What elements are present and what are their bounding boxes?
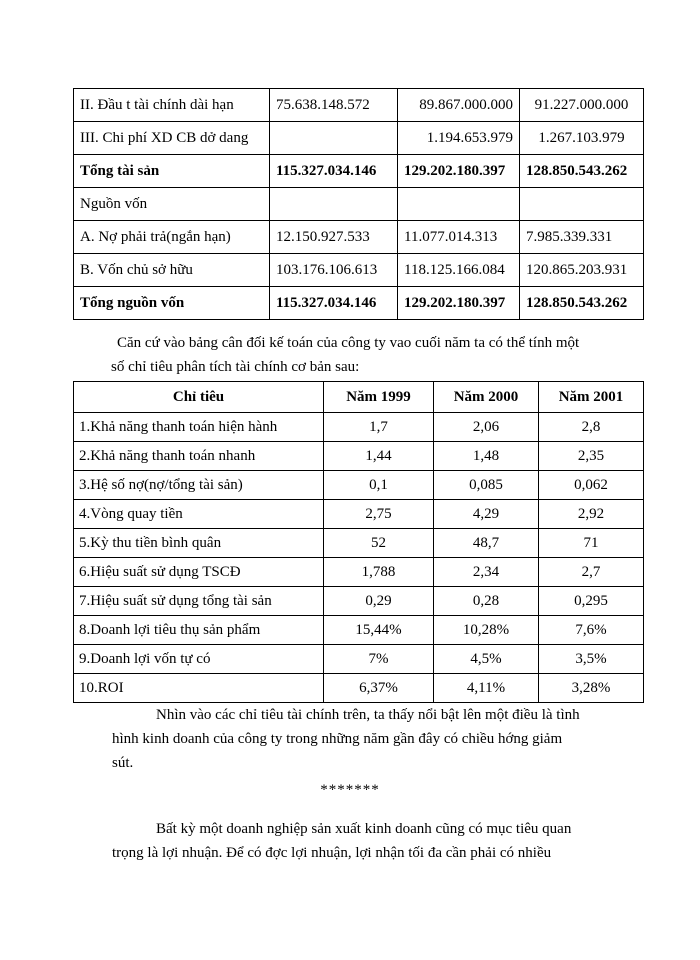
balance-label: Tổng nguồn vốn xyxy=(74,287,270,320)
balance-value-col3: 120.865.203.931 xyxy=(520,254,644,287)
header-year-2000: Năm 2000 xyxy=(434,382,539,413)
ratio-value-1999: 1,7 xyxy=(324,413,434,442)
ratio-header-row xyxy=(74,382,644,413)
ratio-row xyxy=(74,645,644,674)
ratio-value-2000: 0,28 xyxy=(434,587,539,616)
ratio-row xyxy=(74,413,644,442)
balance-value-col1: 115.327.034.146 xyxy=(270,287,398,320)
analysis-paragraph xyxy=(112,703,642,775)
ratio-value-1999: 15,44% xyxy=(324,616,434,645)
ratio-row xyxy=(74,529,644,558)
balance-value-col1 xyxy=(270,122,398,155)
balance-row xyxy=(74,221,644,254)
ratio-value-1999: 1,44 xyxy=(324,442,434,471)
balance-value-col3: 128.850.543.262 xyxy=(520,287,644,320)
ratio-value-2000: 48,7 xyxy=(434,529,539,558)
balance-value-col1: 103.176.106.613 xyxy=(270,254,398,287)
ratio-indicator: 7.Hiệu suất sử dụng tổng tài sản xyxy=(74,587,324,616)
ratio-value-1999: 6,37% xyxy=(324,674,434,703)
ratio-value-1999: 7% xyxy=(324,645,434,674)
balance-label: Nguồn vốn xyxy=(74,188,270,221)
ratio-value-2000: 2,34 xyxy=(434,558,539,587)
ratio-value-2001: 0,062 xyxy=(539,471,644,500)
balance-value-col1 xyxy=(270,188,398,221)
analysis-line-1: Nhìn vào các chỉ tiêu tài chính trên, ta thấy nổi bật lên một điều là tình xyxy=(156,707,580,723)
ratio-row xyxy=(74,587,644,616)
ratio-value-2001: 2,92 xyxy=(539,500,644,529)
ratio-value-2001: 71 xyxy=(539,529,644,558)
ratio-value-2001: 7,6% xyxy=(539,616,644,645)
balance-row xyxy=(74,254,644,287)
ratio-value-2000: 4,5% xyxy=(434,645,539,674)
ratio-indicator: 8.Doanh lợi tiêu thụ sản phẩm xyxy=(74,616,324,645)
closing-paragraph xyxy=(112,817,642,865)
ratio-value-2001: 2,7 xyxy=(539,558,644,587)
intro-line-1: Căn cứ vào bảng cân đối kế toán của công ty vao cuối năm ta có thể tính một xyxy=(117,335,580,351)
ratio-row xyxy=(74,674,644,703)
ratio-value-1999: 52 xyxy=(324,529,434,558)
balance-value-col2: 89.867.000.000 xyxy=(398,89,520,122)
balance-label: II. Đầu t tài chính dài hạn xyxy=(74,89,270,122)
ratio-value-2000: 10,28% xyxy=(434,616,539,645)
ratio-value-2000: 1,48 xyxy=(434,442,539,471)
ratio-row xyxy=(74,558,644,587)
balance-value-col2: 11.077.014.313 xyxy=(398,221,520,254)
intro-paragraph xyxy=(73,331,643,379)
balance-row xyxy=(74,122,644,155)
header-year-2001: Năm 2001 xyxy=(539,382,644,413)
balance-label: B. Vốn chủ sở hữu xyxy=(74,254,270,287)
balance-label: III. Chi phí XD CB dở dang xyxy=(74,122,270,155)
ratio-value-1999: 0,29 xyxy=(324,587,434,616)
ratio-indicator: 5.Kỳ thu tiền bình quân xyxy=(74,529,324,558)
balance-value-col2: 129.202.180.397 xyxy=(398,287,520,320)
header-year-1999: Năm 1999 xyxy=(324,382,434,413)
analysis-line-3: sút. xyxy=(112,755,134,771)
ratio-indicator: 2.Khả năng thanh toán nhanh xyxy=(74,442,324,471)
ratio-value-2001: 3,28% xyxy=(539,674,644,703)
section-separator: ******* xyxy=(320,782,380,798)
closing-line-2: trọng là lợi nhuận. Để có đợc lợi nhuận, lợi nhận tối đa cần phải có nhiều xyxy=(112,845,552,861)
ratio-indicator: 1.Khả năng thanh toán hiện hành xyxy=(74,413,324,442)
ratio-row xyxy=(74,616,644,645)
balance-label: A. Nợ phải trả(ngắn hạn) xyxy=(74,221,270,254)
ratio-value-1999: 2,75 xyxy=(324,500,434,529)
ratio-row xyxy=(74,471,644,500)
ratio-value-2000: 2,06 xyxy=(434,413,539,442)
balance-row xyxy=(74,89,644,122)
analysis-line-2: hình kinh doanh của công ty trong những năm gần đây có chiều hớng giảm xyxy=(112,731,563,747)
ratio-indicator: 6.Hiệu suất sử dụng TSCĐ xyxy=(74,558,324,587)
balance-row xyxy=(74,155,644,188)
balance-value-col3 xyxy=(520,188,644,221)
balance-value-col1: 75.638.148.572 xyxy=(270,89,398,122)
balance-value-col2: 1.194.653.979 xyxy=(398,122,520,155)
ratio-row xyxy=(74,442,644,471)
ratio-value-1999: 1,788 xyxy=(324,558,434,587)
ratio-value-1999: 0,1 xyxy=(324,471,434,500)
balance-value-col3: 91.227.000.000 xyxy=(520,89,644,122)
ratio-value-2001: 0,295 xyxy=(539,587,644,616)
financial-ratio-table xyxy=(73,381,644,703)
ratio-indicator: 3.Hệ số nợ(nợ/tổng tài sản) xyxy=(74,471,324,500)
ratio-indicator: 4.Vòng quay tiền xyxy=(74,500,324,529)
ratio-value-2001: 3,5% xyxy=(539,645,644,674)
ratio-value-2000: 4,29 xyxy=(434,500,539,529)
balance-row xyxy=(74,287,644,320)
ratio-value-2000: 0,085 xyxy=(434,471,539,500)
balance-value-col1: 115.327.034.146 xyxy=(270,155,398,188)
balance-value-col1: 12.150.927.533 xyxy=(270,221,398,254)
balance-value-col3: 1.267.103.979 xyxy=(520,122,644,155)
ratio-indicator: 9.Doanh lợi vốn tự có xyxy=(74,645,324,674)
intro-line-2: số chỉ tiêu phân tích tài chính cơ bản sau: xyxy=(111,359,360,375)
ratio-row xyxy=(74,500,644,529)
ratio-value-2001: 2,8 xyxy=(539,413,644,442)
ratio-indicator: 10.ROI xyxy=(74,674,324,703)
balance-row xyxy=(74,188,644,221)
header-indicator: Chỉ tiêu xyxy=(74,382,324,413)
balance-sheet-table xyxy=(73,88,644,320)
balance-value-col3: 128.850.543.262 xyxy=(520,155,644,188)
balance-value-col2: 129.202.180.397 xyxy=(398,155,520,188)
balance-value-col2: 118.125.166.084 xyxy=(398,254,520,287)
closing-line-1: Bất kỳ một doanh nghiệp sản xuất kinh doanh cũng có mục tiêu quan xyxy=(156,821,572,837)
balance-value-col2 xyxy=(398,188,520,221)
balance-value-col3: 7.985.339.331 xyxy=(520,221,644,254)
ratio-value-2000: 4,11% xyxy=(434,674,539,703)
balance-label: Tổng tài sản xyxy=(74,155,270,188)
ratio-value-2001: 2,35 xyxy=(539,442,644,471)
